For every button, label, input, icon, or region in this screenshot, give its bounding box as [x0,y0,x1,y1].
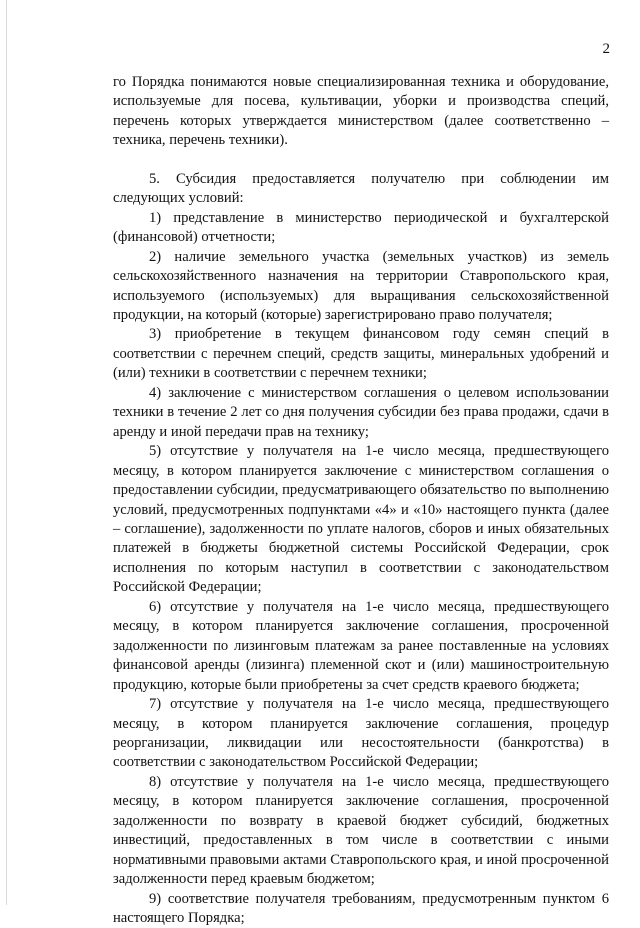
paragraph-item-5: 5. Субсидия предоставляется получателю при соблюдении им следующих условий: [113,170,609,207]
paragraph-condition-8: 8) отсутствие у получателя на 1-е число месяца, предшествующего месяцу, в котором планируется заключение соглашения, просроченной задолженности по возврату в краевой бюджет субсидий, бюджетных инвестиций, предоставленных в том числе в соответствии с иными нормативными правовыми актами Ставропольского края, и иной просроченной задолженности перед краевым бюджетом; [113,773,609,888]
paragraph-condition-1: 1) представление в министерство периодической и бухгалтерской (финансовой) отчетности; [113,209,609,246]
paragraph-condition-7: 7) отсутствие у получателя на 1-е число месяца, предшествующего месяцу, в котором планируется заключение соглашения, процедур реорганизации, ликвидации или несостоятельности (банкротства) в соответствии с законодательством Российской Федерации; [113,696,609,771]
paragraph-condition-6: 6) отсутствие у получателя на 1-е число месяца, предшествующего месяцу, в котором планируется заключение соглашения, просроченной задолженности по лизинговым платежам за ранее поставленные на условиях финансовой аренды (лизинга) племенной скот и (или) машиностроительную продукцию, которые были приобретены за счет средств краевого бюджета; [113,598,609,693]
page-number: 2 [602,41,610,57]
scan-edge-line [6,0,7,905]
document-body [113,73,609,928]
paragraph-condition-5: 5) отсутствие у получателя на 1-е число месяца, предшествующего месяцу, в котором планируется заключение с министерством соглашения о предоставлении субсидии, предусматривающего обязательство по выполнению условий, предусмотренных подпунктами «4» и «10» настоящего пункта (далее – соглашение), задолженности по уплате налогов, сборов и иных обязательных платежей в бюджеты бюджетной системы Российской Федерации, срок исполнения по которым наступил в соответствии с законодательством Российской Федерации; [113,443,609,596]
paragraph-condition-2: 2) наличие земельного участка (земельных участков) из земель сельскохозяйственного назначения на территории Ставропольского края, используемого (используемых) для выращивания сельскохозяйственной продукции, на который (которые) зарегистрировано право получателя; [113,248,609,323]
paragraph-continuation: го Порядка понимаются новые специализированная техника и оборудование, используемые для посева, культивации, уборки и производства специй, перечень которых утверждается министерством (далее соответственно – техника, перечень техники). [113,74,609,149]
paragraph-condition-4: 4) заключение с министерством соглашения о целевом использовании техники в течение 2 лет со дня получения субсидии без права продажи, сдачи в аренду и иной передачи прав на технику; [113,384,609,440]
paragraph-condition-3: 3) приобретение в текущем финансовом году семян специй в соответствии с перечнем специй, средств защиты, минеральных удобрений и (или) техники в соответствии с перечнем техники; [113,326,609,382]
paragraph-condition-9: 9) соответствие получателя требованиям, предусмотренным пунктом 6 настоящего Порядка; [113,890,609,927]
